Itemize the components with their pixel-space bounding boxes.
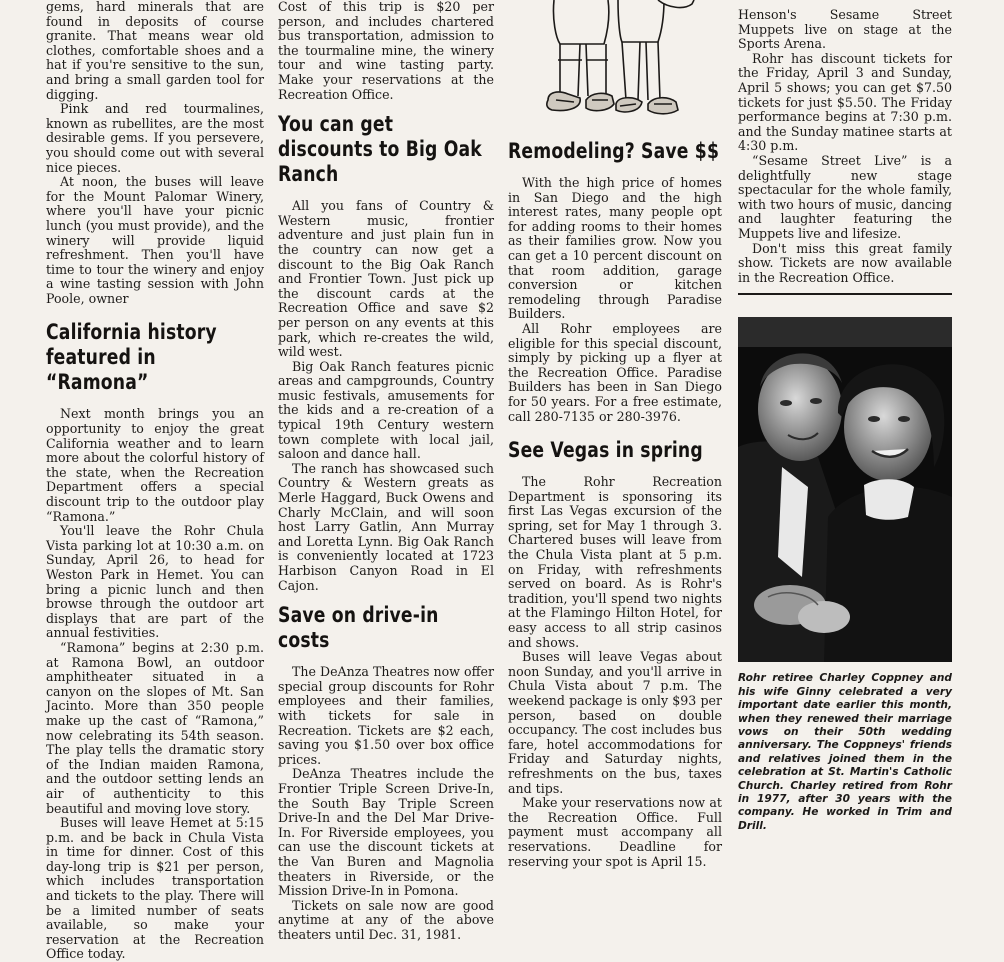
headline-remodeling: Remodeling? Save $$ — [508, 139, 720, 163]
paragraph: All Rohr employees are eligible for this special discount, simply by picking up a flyer at the Recreation Office. Paradise Builders has been in San Diego for 50 years. For a free estimate, call 280-7135 or 280-3976. — [508, 320, 722, 424]
paragraph: “Sesame Street Live” is a delightfully new stage spectacular for the whole family, with two hours of music, dancing and laughter featuring the Muppets live and lifesize. — [738, 152, 952, 241]
paragraph: DeAnza Theatres include the Frontier Triple Screen Drive-In, the South Bay Triple Screen Drive-In and the Del Mar Drive-In. For Riverside employees, you can use the discount tickets at the Van Buren and Magnolia theaters in Riverside, or the Mission Drive-In in Pomona. — [278, 766, 494, 899]
paragraph: At noon, the buses will leave for the Mount Palomar Winery, where you'll have your picnic lunch (you must provide), and the winery will provide liquid refreshment. Then you'll have time to tour the winery and enjoy a wine tasting session with John Poole, owner — [46, 174, 264, 306]
paragraph: The DeAnza Theatres now offer special group discounts for Rohr employees and their families, with tickets for sale in Recreation. Tickets are $2 each, saving you $1.50 over box office prices. — [278, 664, 494, 767]
paragraph: “Ramona” begins at 2:30 p.m. at Ramona Bowl, an outdoor amphitheater situated in a canyon on the slopes of Mt. San Jacinto. More than 350 people make up the cast of “Ramona,” now celebrating its 54th season. The play tells the dramatic story of the Indian maiden Ramona, and the outdoor setting lends an air of authenticity to this beautiful and moving love story. — [46, 639, 264, 816]
paragraph: The Rohr Recreation Department is sponsoring its first Las Vegas excursion of the spring, set for May 1 through 3. Chartered buses will leave from the Chula Vista plant at 5 p.m. on Friday, with refreshments served on board. As is Rohr's tradition, you'll spend two nights at the Flamingo Hilton Hotel, for easy access to all strip casinos and shows. — [508, 474, 722, 650]
paragraph: Rohr has discount tickets for the Friday, April 3 and Sunday, April 5 shows; you can get $7.50 tickets for just $5.50. The Friday performance begins at 7:30 p.m. and the Sunday matinee starts at 4:30 p.m. — [738, 50, 952, 154]
headline-drive-in: Save on drive-in costs — [278, 603, 439, 653]
paragraph: You'll leave the Rohr Chula Vista parking lot at 10:30 a.m. on Sunday, April 26, to head for Weston Park in Hemet. You can bring a picnic lunch and then browse through the outdoor art displays that are part of the annual festivities. — [46, 523, 264, 641]
paragraph: The ranch has showcased such Country & Western greats as Merle Haggard, Buck Owens and Charly McClain, and will soon host Larry Gatlin, Ann Murray and Loretta Lynn. Big Oak Ranch is conveniently located at 1723 Harbison Canyon Road in El Cajon. — [278, 460, 494, 593]
column-2 — [278, 0, 494, 942]
couple-photo — [738, 317, 952, 662]
divider-rule — [738, 293, 952, 295]
couple-photo-image — [738, 317, 952, 662]
paragraph: Make your reservations now at the Recreation Office. Full payment must accompany all reservations. Deadline for reserving your spot is April 15. — [508, 795, 722, 869]
column-1 — [46, 0, 264, 962]
headline-big-oak-ranch: You can get discounts to Big Oak Ranch — [278, 112, 482, 187]
muppet-illustration — [508, 0, 722, 135]
paragraph: Big Oak Ranch features picnic areas and campgrounds, Country music festivals, amusements for the kids and a re-creation of a typical 19th Century western town complete with local jail, saloon and dance hall. — [278, 358, 494, 462]
paragraph: Tickets on sale now are good anytime at any of the above theaters until Dec. 31, 1981. — [278, 897, 494, 942]
paragraph: All you fans of Country & Western music, frontier adventure and just plain fun in the country can now get a discount to the Big Oak Ranch and Frontier Town. Just pick up the discount cards at the Recreation Office and save $2 per person on any events at this park, which re-creates the wild, wild west. — [278, 198, 494, 360]
paragraph: Don't miss this great family show. Tickets are now available in the Recreation Office. — [738, 240, 952, 285]
headline-vegas: See Vegas in spring — [508, 438, 703, 463]
paragraph: gems, hard minerals that are found in deposits of course granite. That means wear old clothes, comfortable shoes and a hat if you're sensitive to the sun, and bring a small garden tool for digging. — [46, 0, 264, 102]
headline-ramona: California history featured in “Ramona” — [46, 320, 217, 395]
paragraph: Henson's Sesame Street Muppets live on stage at the Sports Arena. — [738, 7, 952, 52]
paragraph: Buses will leave Vegas about noon Sunday, and you'll arrive in Chula Vista about 7 p.m. The weekend package is only $93 per person, based on double occupancy. The cost includes bus fare, hotel accommodations for Friday and Saturday nights, refreshments on the bus, taxes and tips. — [508, 649, 722, 796]
column-3 — [508, 0, 722, 869]
paragraph: Pink and red tourmalines, known as rubellites, are the most desirable gems. If you persevere, you should come out with several nice pieces. — [46, 101, 264, 175]
column-4 — [738, 0, 952, 833]
muppet-legs-drawing — [508, 0, 722, 135]
paragraph: Cost of this trip is $20 per person, and includes chartered bus transportation, admission to the tourmaline mine, the winery tour and wine tasting party. Make your reservations at the Recreation Office. — [278, 0, 494, 102]
paragraph: Next month brings you an opportunity to enjoy the great California weather and to learn more about the colorful history of the state, when the Recreation Department offers a special discount trip to the outdoor play “Ramona.” — [46, 406, 264, 524]
paragraph: With the high price of homes in San Diego and the high interest rates, many people opt for adding rooms to their homes as their families grow. Now you can get a 10 percent discount on that room addition, garage conversion or kitchen remodeling through Paradise Builders. — [508, 175, 722, 322]
paragraph: Buses will leave Hemet at 5:15 p.m. and be back in Chula Vista in time for dinner. Cost of this day-long trip is $21 per person, which includes transportation and tickets to the play. There will be a limited number of seats available, so make your reservation at the Recreation Office today. — [46, 815, 264, 962]
photo-caption: Rohr retiree Charley Coppney and his wife Ginny celebrated a very important date earlier this month, when they renewed their marriage vows on their 50th wedding anniversary. The Coppneys' friends and relatives joined them in the celebration at St. Martin's Catholic Church. Charley retired from Rohr in 1977, after 30 years with the company. He worked in Trim and Drill. — [738, 672, 952, 832]
